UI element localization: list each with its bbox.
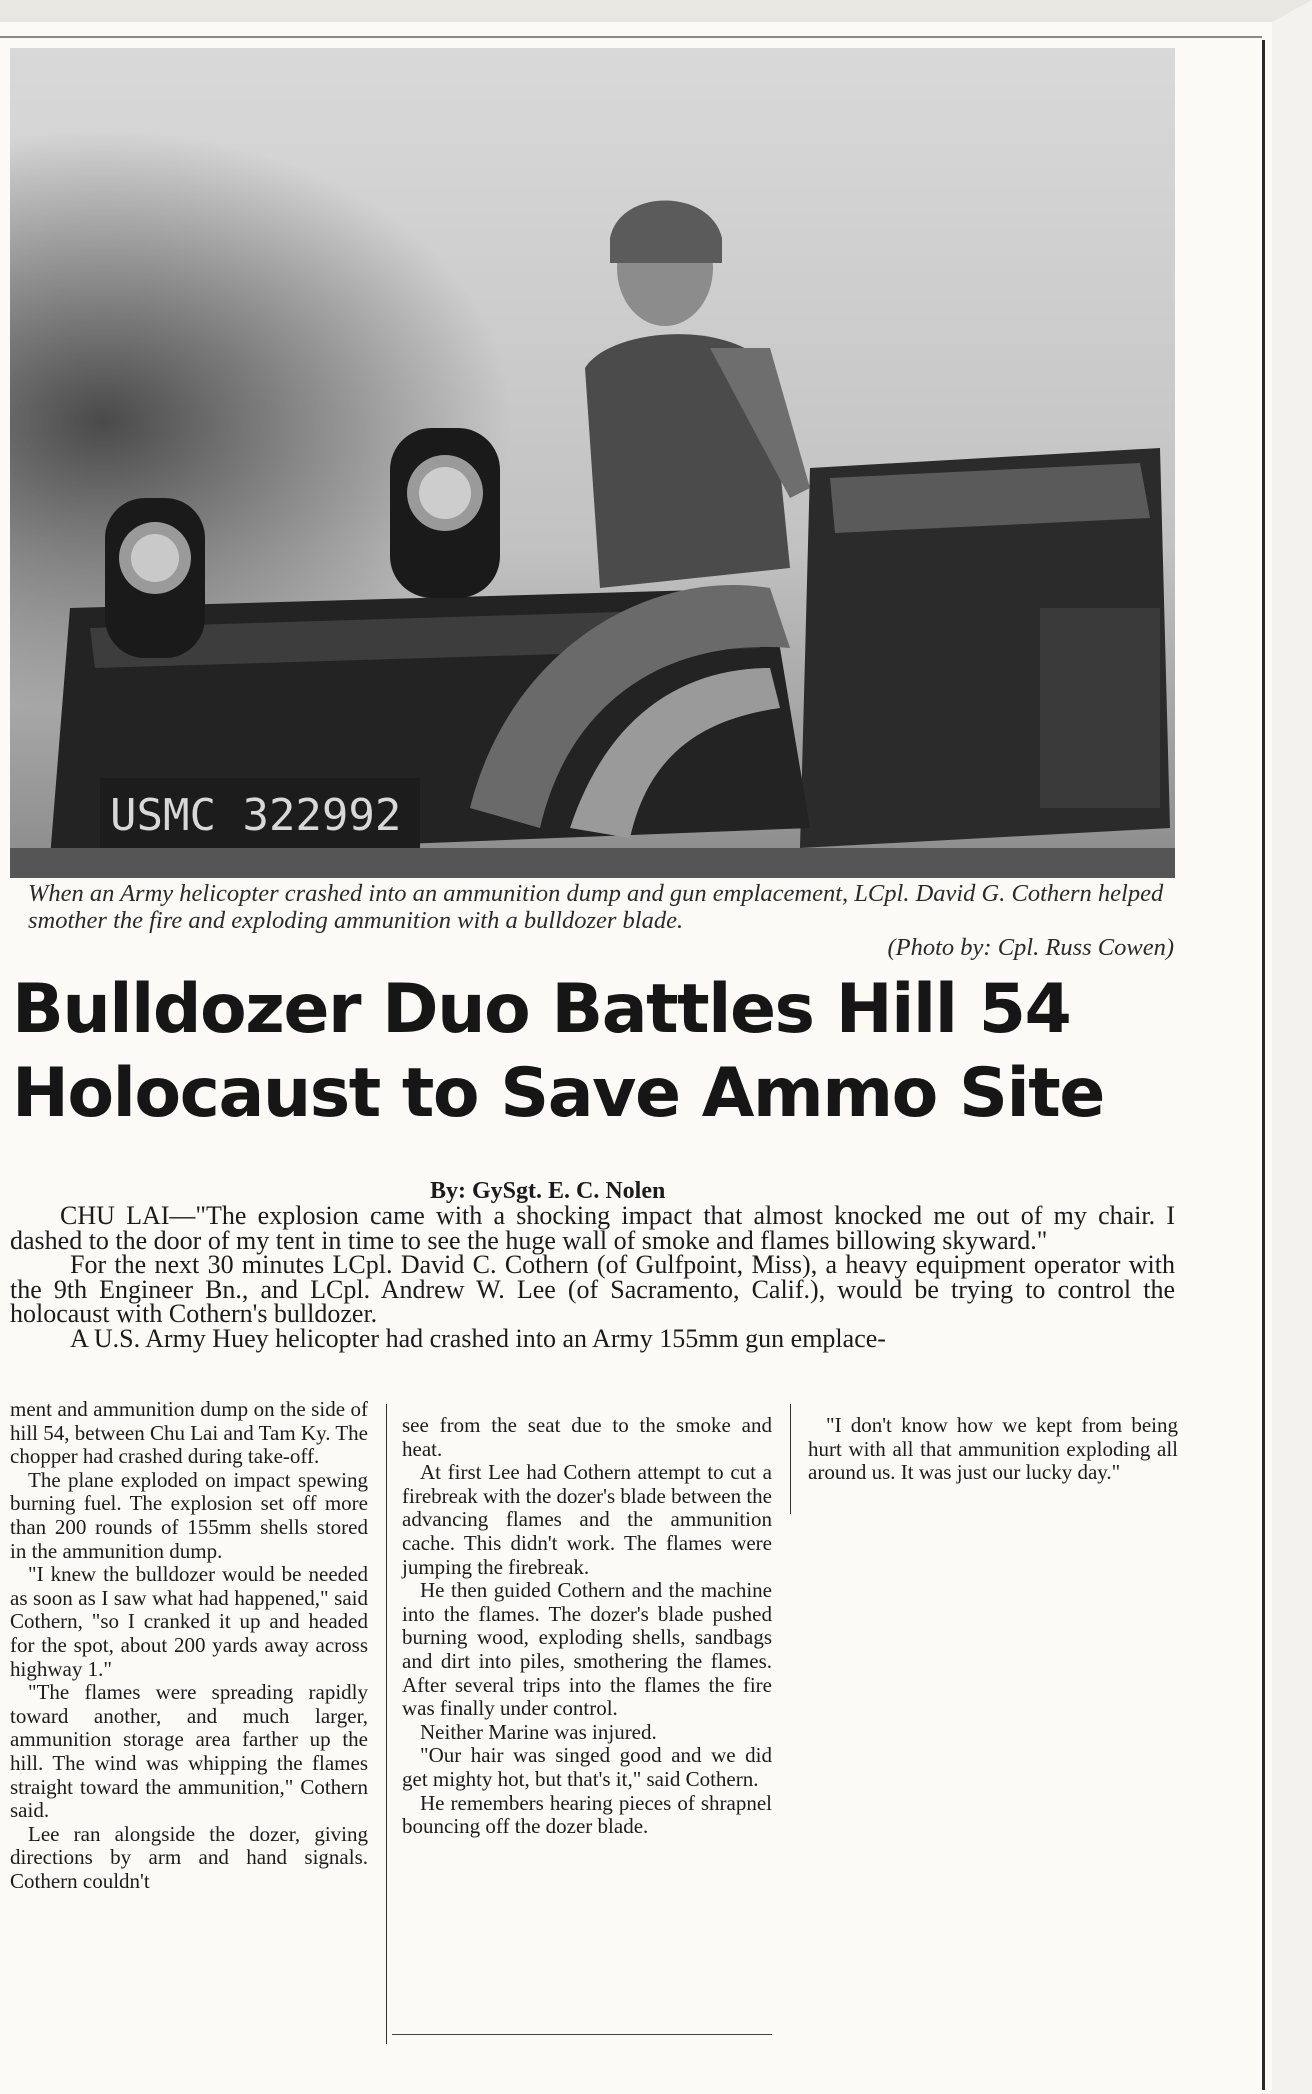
paragraph: see from the seat due to the smoke and heat. <box>402 1413 772 1461</box>
lede-paragraph: For the next 30 minutes LCpl. David C. Cothern (of Gulfpoint, Miss), a heavy equipment operator with the 9th Engineer Bn., and LCpl. Andrew W. Lee (of Sacramento, Calif.), would be trying to control the holocaust with Cothern's bulldozer. <box>10 1250 1175 1328</box>
column-1 <box>10 1398 368 1893</box>
column-3 <box>808 1414 1178 1485</box>
lede-paragraph: A U.S. Army Huey helicopter had crashed into an Army 155mm gun emplace- <box>70 1323 886 1353</box>
paragraph: He remembers hearing pieces of shrapnel bouncing off the dozer blade. <box>402 1790 772 1839</box>
caption-text: When an Army helicopter crashed into an ammunition dump and gun emplacement, LCpl. David G. Cothern helped smother the fire and exploding ammunition with a bulldozer blade. <box>28 880 1164 934</box>
photo-caption <box>28 880 1178 961</box>
headline <box>12 968 1202 1136</box>
end-rule <box>392 2034 772 2035</box>
paragraph: "The flames were spreading rapidly toward another, and much larger, ammunition storage area farther up the hill. The wind was whipping the flames straight toward the ammunition," Cothern said. <box>10 1680 368 1823</box>
paragraph: The plane exploded on impact spewing burning fuel. The explosion set off more than 200 rounds of 155mm shells stored in the ammunition dump. <box>10 1467 368 1563</box>
top-rule <box>0 36 1262 38</box>
vehicle-plate: USMC 322992 <box>110 790 402 841</box>
paragraph: Lee ran alongside the dozer, giving directions by arm and hand signals. Cothern couldn't <box>10 1821 368 1893</box>
right-rule <box>1262 40 1265 2090</box>
paragraph: "I don't know how we kept from being hurt with all that ammunition exploding all around us. It was just our lucky day." <box>808 1413 1178 1485</box>
paragraph: Neither Marine was injured. <box>420 1719 657 1744</box>
headline-line-1: Bulldozer Duo Battles Hill 54 <box>12 970 1071 1049</box>
paragraph: "I knew the bulldozer would be needed as soon as I saw what had happened," said Cothern, "so I cranked it up and headed for the spot, about 200 yards away across highway 1." <box>10 1562 368 1681</box>
byline: By: GySgt. E. C. Nolen <box>430 1178 666 1204</box>
paragraph: He then guided Cothern and the machine into the flames. The dozer's blade pushed burning wood, exploding shells, sandbags and dirt into piles, smothering the flames. After several trips into the flames the fire was finally under control. <box>402 1578 772 1721</box>
lede <box>10 1201 1175 1353</box>
column-divider <box>790 1404 791 1514</box>
column-2 <box>402 1414 772 1839</box>
bulldozer-photo-illustration <box>10 48 1175 878</box>
paragraph: At first Lee had Cothern attempt to cut a firebreak with the dozer's blade between the advancing flames and the ammunition cache. This didn't work. The flames were jumping the firebreak. <box>402 1460 772 1579</box>
lede-paragraph: CHU LAI—"The explosion came with a shocking impact that almost knocked me out of my chair. I dashed to the door of my tent in time to see the huge wall of smoke and flames billowing skyward." <box>10 1201 1175 1255</box>
headline-line-2: Holocaust to Save Ammo Site <box>12 1054 1104 1133</box>
bulldozer-photo <box>10 48 1175 878</box>
photo-credit: (Photo by: Cpl. Russ Cowen) <box>887 934 1174 961</box>
column-divider <box>386 1404 387 2044</box>
paragraph: "Our hair was singed good and we did get mighty hot, but that's it," said Cothern. <box>402 1743 772 1791</box>
paragraph: ment and ammunition dump on the side of hill 54, between Chu Lai and Tam Ky. The chopper had crashed during take-off. <box>10 1397 368 1469</box>
